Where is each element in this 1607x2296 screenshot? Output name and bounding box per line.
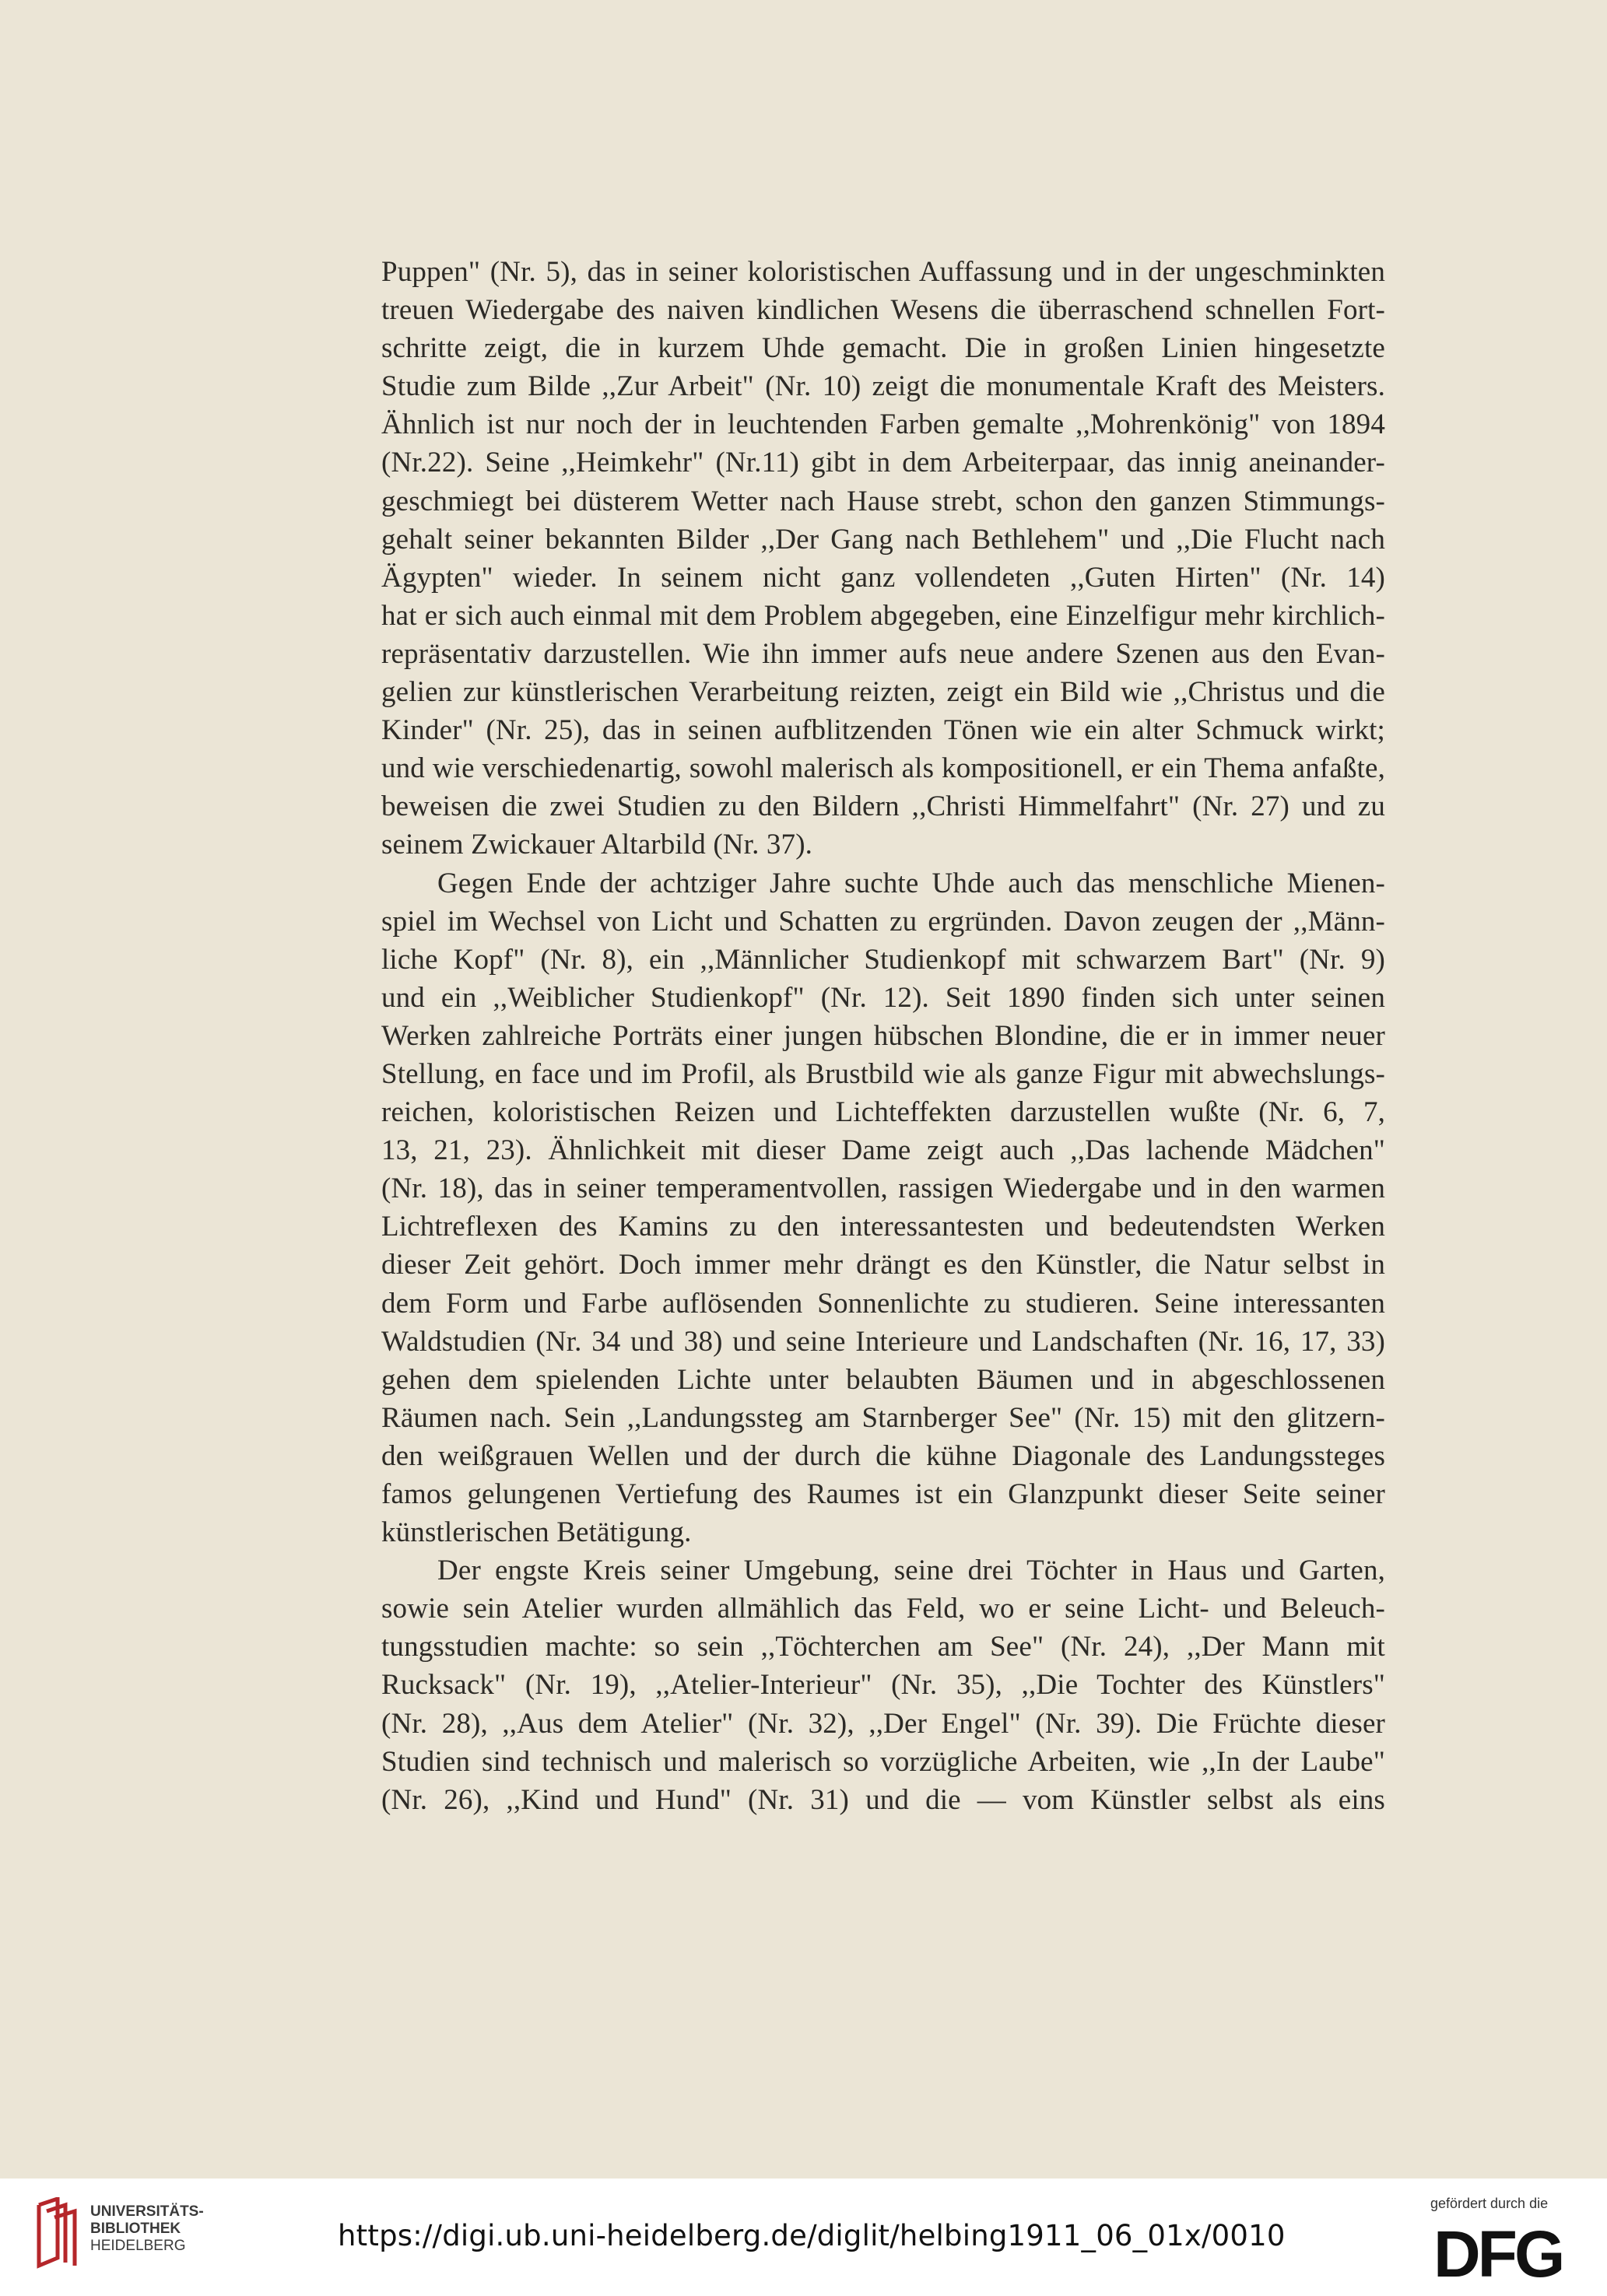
library-name bbox=[90, 2203, 204, 2255]
text-line: Waldstudien (Nr. 34 und 38) und seine Interieure und Landschaften (Nr. 16, 17, 33) bbox=[381, 1325, 1385, 1358]
text-line: Rucksack" (Nr. 19), ,,Atelier-Interieur" (Nr. 35), ,,Die Tochter des Künstlers" bbox=[381, 1669, 1385, 1702]
text-line: gehen dem spielenden Lichte unter belaubten Bäumen und in abgeschlossenen bbox=[381, 1363, 1385, 1396]
text-line: Räumen nach. Sein ,,Landungssteg am Starnberger See" (Nr. 15) mit den glitzern- bbox=[381, 1401, 1385, 1434]
text-line: beweisen die zwei Studien zu den Bildern ,,Christi Himmelfahrt" (Nr. 27) und zu bbox=[381, 790, 1385, 823]
text-line: gelien zur künstlerischen Verarbeitung reizten, zeigt ein Bild wie ,,Christus und die bbox=[381, 676, 1385, 709]
text-line: Studie zum Bilde ,,Zur Arbeit" (Nr. 10) zeigt die monumentale Kraft des Meisters. bbox=[381, 370, 1385, 403]
text-line: schritte zeigt, die in kurzem Uhde gemacht. Die in großen Linien hingesetzte bbox=[381, 332, 1385, 365]
text-line: Kinder" (Nr. 25), das in seinen aufblitzenden Tönen wie ein alter Schmuck wirkt; bbox=[381, 714, 1385, 747]
library-name-line: UNIVERSITÄTS- bbox=[90, 2203, 204, 2220]
text-line: (Nr. 28), ,,Aus dem Atelier" (Nr. 32), ,,Der Engel" (Nr. 39). Die Früchte dieser bbox=[381, 1707, 1385, 1740]
body-text bbox=[381, 253, 1385, 1819]
text-line: Der engste Kreis seiner Umgebung, seine drei Töchter in Haus und Garten, bbox=[437, 1555, 1385, 1587]
text-line: (Nr. 26), ,,Kind und Hund" (Nr. 31) und die — vom Künstler selbst als eins bbox=[381, 1783, 1385, 1816]
text-line: spiel im Wechsel von Licht und Schatten zu ergründen. Davon zeugen der ,,Männ- bbox=[381, 905, 1385, 938]
text-line: famos gelungenen Vertiefung des Raumes ist ein Glanzpunkt dieser Seite seiner bbox=[381, 1478, 1385, 1510]
dfg-logo-text: DFG bbox=[1433, 2221, 1563, 2283]
text-line: Ägypten" wieder. In seinem nicht ganz vollendeten ,,Guten Hirten" (Nr. 14) bbox=[381, 561, 1385, 594]
text-line: repräsentativ darzustellen. Wie ihn immer aufs neue andere Szenen aus den Evan- bbox=[381, 637, 1385, 670]
text-line: sowie sein Atelier wurden allmählich das Feld, wo er seine Licht- und Beleuch- bbox=[381, 1593, 1385, 1625]
text-line: Lichtreflexen des Kamins zu den interessantesten und bedeutendsten Werken bbox=[381, 1211, 1385, 1243]
text-line: liche Kopf" (Nr. 8), ein ,,Männlicher Studienkopf mit schwarzem Bart" (Nr. 9) bbox=[381, 943, 1385, 976]
text-line: gehalt seiner bekannten Bilder ,,Der Gang nach Bethlehem" und ,,Die Flucht nach bbox=[381, 523, 1385, 556]
text-line: Werken zahlreiche Porträts einer jungen hübschen Blondine, die er in immer neuer bbox=[381, 1019, 1385, 1052]
funded-by-label: gefördert durch die bbox=[1430, 2196, 1549, 2211]
library-name-line: BIBLIOTHEK bbox=[90, 2221, 181, 2237]
text-line: und wie verschiedenartig, sowohl malerisch als kompositionell, er ein Thema anfaßte, bbox=[381, 752, 1385, 785]
text-line: treuen Wiedergabe des naiven kindlichen Wesens die überraschend schnellen Fort- bbox=[381, 294, 1385, 327]
footer-bar bbox=[0, 2179, 1607, 2296]
library-name-line: HEIDELBERG bbox=[90, 2238, 186, 2254]
text-line: (Nr.22). Seine ,,Heimkehr" (Nr.11) gibt in dem Arbeiterpaar, das innig aneinander- bbox=[381, 447, 1385, 479]
text-line: den weißgrauen Wellen und der durch die kühne Diagonale des Landungssteges bbox=[381, 1439, 1385, 1472]
text-line: (Nr. 18), das in seiner temperamentvollen, rassigen Wiedergabe und in den warmen bbox=[381, 1173, 1385, 1205]
text-line: dem Form und Farbe auflösenden Sonnenlichte zu studieren. Seine interessanten bbox=[381, 1287, 1385, 1320]
text-line: künstlerischen Betätigung. bbox=[381, 1516, 692, 1549]
text-line: dieser Zeit gehört. Doch immer mehr drängt es den Künstler, die Natur selbst in bbox=[381, 1249, 1385, 1281]
university-library-logo-icon[interactable] bbox=[34, 2197, 82, 2269]
text-line: seinem Zwickauer Altarbild (Nr. 37). bbox=[381, 829, 813, 861]
text-line: Ähnlich ist nur noch der in leuchtenden Farben gemalte ,,Mohrenkönig" von 1894 bbox=[381, 408, 1385, 441]
text-line: tungsstudien machte: so sein ,,Töchterchen am See" (Nr. 24), ,,Der Mann mit bbox=[381, 1631, 1385, 1663]
text-line: Stellung, en face und im Profil, als Brustbild wie als ganze Figur mit abwechslungs- bbox=[381, 1057, 1385, 1090]
text-line: Puppen" (Nr. 5), das in seiner koloristischen Auffassung und in der ungeschminkten bbox=[381, 256, 1385, 288]
text-line: 13, 21, 23). Ähnlichkeit mit dieser Dame zeigt auch ,,Das lachende Mädchen" bbox=[381, 1134, 1385, 1167]
text-line: Studien sind technisch und malerisch so vorzügliche Arbeiten, wie ,,In der Laube" bbox=[381, 1745, 1385, 1778]
dfg-logo-icon[interactable] bbox=[1433, 2221, 1583, 2283]
text-line: geschmiegt bei düsterem Wetter nach Hause strebt, schon den ganzen Stimmungs- bbox=[381, 485, 1385, 517]
permalink-url[interactable]: https://digi.ub.uni-heidelberg.de/diglit/helbing1911_06_01x/0010 bbox=[338, 2219, 1286, 2252]
text-line: hat er sich auch einmal mit dem Problem abgegeben, eine Einzelfigur mehr kirchlich- bbox=[381, 599, 1385, 632]
text-line: reichen, koloristischen Reizen und Lichteffekten darzustellen wußte (Nr. 6, 7, bbox=[381, 1096, 1385, 1129]
text-line: Gegen Ende der achtziger Jahre suchte Uhde auch das menschliche Mienen- bbox=[437, 867, 1385, 899]
text-line: und ein ,,Weiblicher Studienkopf" (Nr. 12). Seit 1890 finden sich unter seinen bbox=[381, 981, 1385, 1014]
